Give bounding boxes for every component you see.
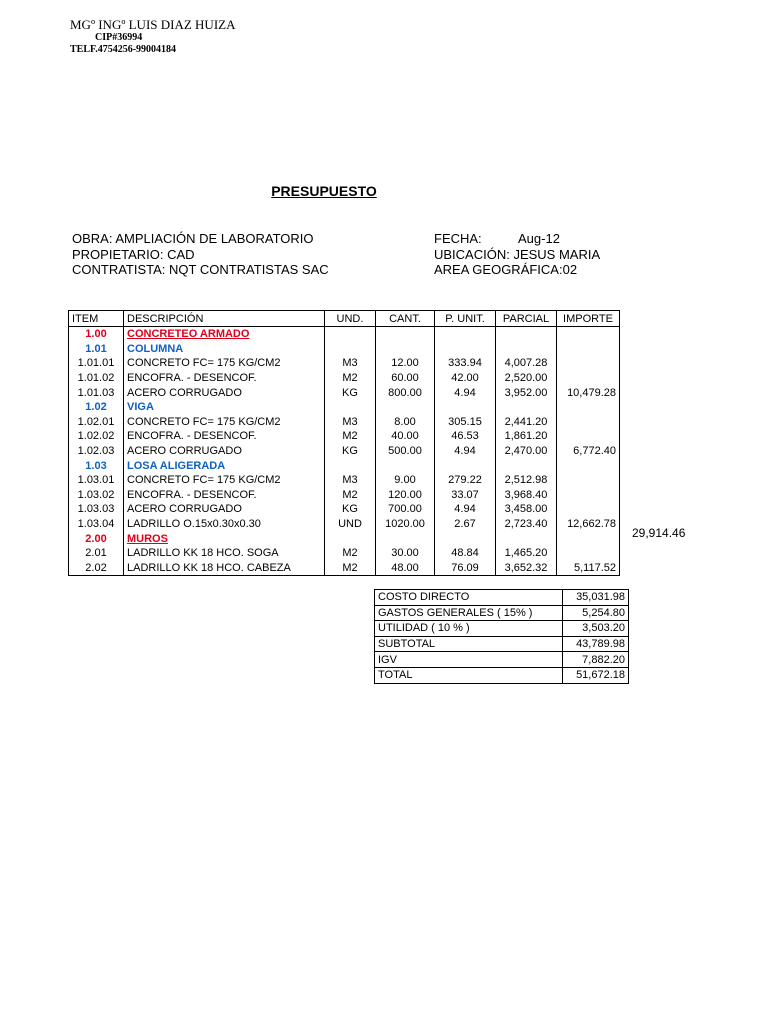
cell-desc: ACERO CORRUGADO <box>124 385 325 400</box>
cell-item: 1.01.01 <box>69 356 124 371</box>
table-row <box>69 400 620 415</box>
cell-und: M2 <box>325 546 376 561</box>
cell-importe: 10,479.28 <box>557 385 620 400</box>
cell-parcial: 3,952.00 <box>496 385 557 400</box>
cell-cant: 700.00 <box>376 502 435 517</box>
cell-item: 1.01.03 <box>69 385 124 400</box>
cell-pu: 2.67 <box>435 517 496 532</box>
col-importe: IMPORTE <box>557 311 620 327</box>
table-row <box>69 356 620 371</box>
cell-desc: LOSA ALIGERADA <box>124 458 325 473</box>
cell-parcial <box>496 458 557 473</box>
cell-desc: CONCRETEO ARMADO <box>124 327 325 342</box>
cell-und <box>325 531 376 546</box>
cell-parcial: 2,512.98 <box>496 473 557 488</box>
cell-parcial <box>496 342 557 357</box>
cell-desc: COLUMNA <box>124 342 325 357</box>
cell-item: 1.00 <box>69 327 124 342</box>
cell-item: 1.03.01 <box>69 473 124 488</box>
engineer-phone: TELF.4754256-99004184 <box>70 44 177 55</box>
cell-desc: LADRILLO KK 18 HCO. CABEZA <box>124 561 325 576</box>
summary-value: 43,789.98 <box>563 636 629 652</box>
col-desc: DESCRIPCIÓN <box>124 311 325 327</box>
cell-importe <box>557 531 620 546</box>
summary-value: 7,882.20 <box>563 652 629 668</box>
table-row <box>69 517 620 532</box>
cell-pu: 305.15 <box>435 415 496 430</box>
cell-parcial: 3,968.40 <box>496 488 557 503</box>
cell-importe <box>557 473 620 488</box>
cell-importe <box>557 502 620 517</box>
cell-item: 1.01.02 <box>69 371 124 386</box>
cell-parcial: 2,441.20 <box>496 415 557 430</box>
cell-cant: 30.00 <box>376 546 435 561</box>
cell-item: 1.03.02 <box>69 488 124 503</box>
cell-pu <box>435 327 496 342</box>
table-row <box>69 327 620 342</box>
cell-item: 1.02.01 <box>69 415 124 430</box>
cell-und: M2 <box>325 488 376 503</box>
cell-importe <box>557 327 620 342</box>
cell-importe <box>557 488 620 503</box>
summary-label: COSTO DIRECTO <box>375 590 563 606</box>
cell-item: 1.02.02 <box>69 429 124 444</box>
cell-pu: 4.94 <box>435 502 496 517</box>
cell-parcial: 2,723.40 <box>496 517 557 532</box>
cell-cant <box>376 342 435 357</box>
contratista-label: CONTRATISTA: NQT CONTRATISTAS SAC <box>72 262 329 277</box>
cell-cant <box>376 531 435 546</box>
cell-desc: ENCOFRA. - DESENCOF. <box>124 371 325 386</box>
cell-pu: 48.84 <box>435 546 496 561</box>
cell-desc: ACERO CORRUGADO <box>124 502 325 517</box>
cell-importe <box>557 371 620 386</box>
cell-importe: 6,772.40 <box>557 444 620 459</box>
engineer-name: MGº INGº LUIS DIAZ HUIZA <box>70 17 236 32</box>
cell-pu <box>435 531 496 546</box>
cell-und: M3 <box>325 415 376 430</box>
cell-importe: 12,662.78 <box>557 517 620 532</box>
summary-label: IGV <box>375 652 563 668</box>
table-row <box>69 502 620 517</box>
table-row <box>69 561 620 576</box>
cell-importe <box>557 400 620 415</box>
cell-parcial: 1,465.20 <box>496 546 557 561</box>
budget-table <box>68 310 620 576</box>
cell-cant <box>376 327 435 342</box>
cell-importe: 5,117.52 <box>557 561 620 576</box>
col-item: ITEM <box>69 311 124 327</box>
cell-und <box>325 400 376 415</box>
cell-importe <box>557 546 620 561</box>
cell-item: 2.01 <box>69 546 124 561</box>
cell-pu: 76.09 <box>435 561 496 576</box>
cell-desc: CONCRETO FC= 175 KG/CM2 <box>124 415 325 430</box>
cell-importe <box>557 415 620 430</box>
summary-label: SUBTOTAL <box>375 636 563 652</box>
cell-item: 2.00 <box>69 531 124 546</box>
cell-cant: 40.00 <box>376 429 435 444</box>
col-pu: P. UNIT. <box>435 311 496 327</box>
cell-cant: 9.00 <box>376 473 435 488</box>
cell-desc: LADRILLO O.15x0.30x0.30 <box>124 517 325 532</box>
cell-desc: LADRILLO KK 18 HCO. SOGA <box>124 546 325 561</box>
cell-cant: 800.00 <box>376 385 435 400</box>
cell-und: KG <box>325 502 376 517</box>
cell-und: M2 <box>325 561 376 576</box>
cell-pu: 46.53 <box>435 429 496 444</box>
table-row <box>69 342 620 357</box>
cell-pu: 4.94 <box>435 444 496 459</box>
cell-item: 2.02 <box>69 561 124 576</box>
engineer-cip: CIP#36994 <box>95 32 143 43</box>
cell-item: 1.02.03 <box>69 444 124 459</box>
cell-desc: ENCOFRA. - DESENCOF. <box>124 429 325 444</box>
cell-parcial: 1,861.20 <box>496 429 557 444</box>
cell-importe <box>557 458 620 473</box>
cell-pu: 333.94 <box>435 356 496 371</box>
table-row <box>69 458 620 473</box>
cell-parcial: 3,652.32 <box>496 561 557 576</box>
summary-row <box>375 667 629 683</box>
table-row <box>69 473 620 488</box>
cell-und: KG <box>325 444 376 459</box>
cell-und: M3 <box>325 473 376 488</box>
summary-value: 3,503.20 <box>563 621 629 637</box>
cell-item: 1.02 <box>69 400 124 415</box>
fecha-value: Aug-12 <box>518 231 560 246</box>
cell-desc: VIGA <box>124 400 325 415</box>
cell-und: M3 <box>325 356 376 371</box>
table-row <box>69 546 620 561</box>
cell-und <box>325 327 376 342</box>
document-title: PRESUPUESTO <box>271 183 377 199</box>
summary-table <box>374 589 629 684</box>
cell-und: M2 <box>325 371 376 386</box>
summary-value: 51,672.18 <box>563 667 629 683</box>
cell-item: 1.03 <box>69 458 124 473</box>
summary-value: 35,031.98 <box>563 590 629 606</box>
propietario-label: PROPIETARIO: CAD <box>72 247 195 262</box>
summary-row <box>375 605 629 621</box>
cell-cant <box>376 458 435 473</box>
budget-body <box>69 327 620 576</box>
cell-parcial: 3,458.00 <box>496 502 557 517</box>
obra-label: OBRA: AMPLIACIÓN DE LABORATORIO <box>72 231 314 246</box>
cell-parcial <box>496 400 557 415</box>
cell-desc: CONCRETO FC= 175 KG/CM2 <box>124 473 325 488</box>
summary-label: TOTAL <box>375 667 563 683</box>
summary-row <box>375 636 629 652</box>
cell-pu: 279.22 <box>435 473 496 488</box>
table-row <box>69 444 620 459</box>
summary-row <box>375 652 629 668</box>
cell-desc: ENCOFRA. - DESENCOF. <box>124 488 325 503</box>
cell-desc: CONCRETO FC= 175 KG/CM2 <box>124 356 325 371</box>
cell-und: UND <box>325 517 376 532</box>
cell-parcial <box>496 531 557 546</box>
cell-parcial: 2,520.00 <box>496 371 557 386</box>
cell-pu <box>435 400 496 415</box>
summary-row <box>375 621 629 637</box>
table-row <box>69 385 620 400</box>
cell-pu: 33.07 <box>435 488 496 503</box>
ubicacion-label: UBICACIÓN: JESUS MARIA <box>434 247 601 262</box>
table-row <box>69 531 620 546</box>
cell-cant: 1020.00 <box>376 517 435 532</box>
table-row <box>69 371 620 386</box>
cell-cant: 8.00 <box>376 415 435 430</box>
cell-cant: 48.00 <box>376 561 435 576</box>
cell-parcial <box>496 327 557 342</box>
cell-importe <box>557 342 620 357</box>
cell-desc: MUROS <box>124 531 325 546</box>
cell-pu: 4.94 <box>435 385 496 400</box>
cell-und <box>325 458 376 473</box>
summary-value: 5,254.80 <box>563 605 629 621</box>
summary-label: UTILIDAD ( 10 % ) <box>375 621 563 637</box>
area-label: AREA GEOGRÁFICA:02 <box>434 262 578 277</box>
table-header-row <box>69 311 620 327</box>
cell-importe <box>557 356 620 371</box>
summary-label: GASTOS GENERALES ( 15% ) <box>375 605 563 621</box>
cell-und: M2 <box>325 429 376 444</box>
cell-item: 1.03.03 <box>69 502 124 517</box>
cell-importe <box>557 429 620 444</box>
cell-parcial: 2,470.00 <box>496 444 557 459</box>
cell-cant: 60.00 <box>376 371 435 386</box>
cell-item: 1.03.04 <box>69 517 124 532</box>
col-cant: CANT. <box>376 311 435 327</box>
col-und: UND. <box>325 311 376 327</box>
cell-pu <box>435 458 496 473</box>
cell-und <box>325 342 376 357</box>
table-row <box>69 415 620 430</box>
cell-cant <box>376 400 435 415</box>
cell-und: KG <box>325 385 376 400</box>
cell-pu: 42.00 <box>435 371 496 386</box>
cell-cant: 500.00 <box>376 444 435 459</box>
cell-item: 1.01 <box>69 342 124 357</box>
fecha-label: FECHA: <box>434 231 482 246</box>
table-row <box>69 488 620 503</box>
col-parcial: PARCIAL <box>496 311 557 327</box>
cell-desc: ACERO CORRUGADO <box>124 444 325 459</box>
table-row <box>69 429 620 444</box>
cell-cant: 12.00 <box>376 356 435 371</box>
cell-cant: 120.00 <box>376 488 435 503</box>
cell-pu <box>435 342 496 357</box>
summary-row <box>375 590 629 606</box>
side-total: 29,914.46 <box>632 526 686 540</box>
cell-parcial: 4,007.28 <box>496 356 557 371</box>
